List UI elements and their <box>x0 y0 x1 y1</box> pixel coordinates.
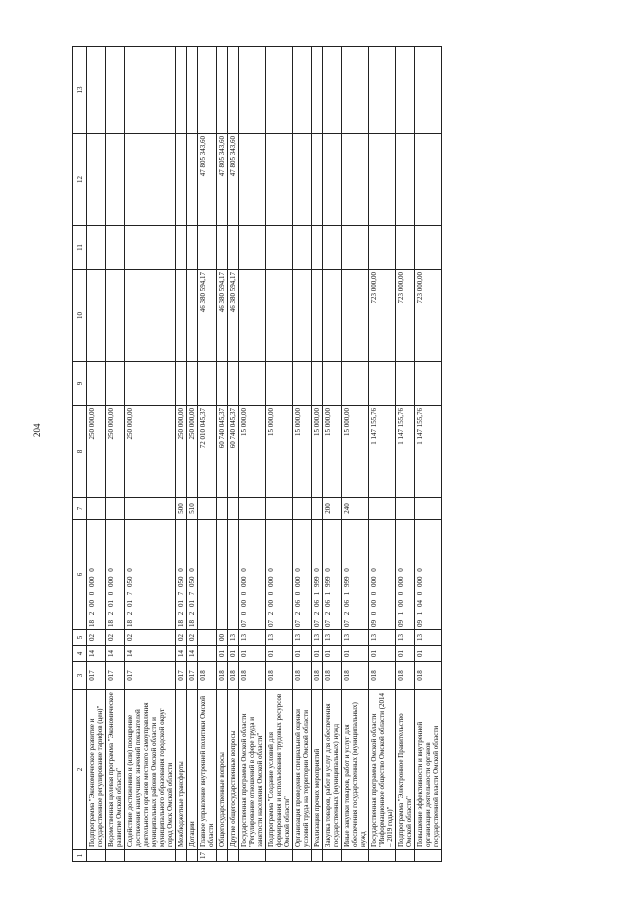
amount-col-10: 723 000,00 <box>415 270 442 362</box>
row-index <box>312 850 323 862</box>
section-code: 14 <box>106 646 125 662</box>
amount-col-13 <box>198 47 217 134</box>
amount-col-12 <box>266 134 293 226</box>
amount-col-11 <box>396 226 415 270</box>
row-index <box>293 850 312 862</box>
row-index <box>187 850 198 862</box>
amount-col-11 <box>176 226 187 270</box>
target-article-code: 07 0 00 0 000 0 <box>239 520 266 630</box>
amount-col-13 <box>125 47 176 134</box>
ministry-code: 018 <box>217 662 228 690</box>
column-header: 5 <box>73 630 87 646</box>
row-index <box>369 850 396 862</box>
amount-col-11 <box>369 226 396 270</box>
expense-type-code <box>125 498 176 520</box>
expense-type-code <box>228 498 239 520</box>
amount-col-10 <box>87 270 106 362</box>
amount-col-11 <box>293 226 312 270</box>
expense-type-code <box>312 498 323 520</box>
amount-col-10 <box>312 270 323 362</box>
amount-col-11 <box>228 226 239 270</box>
subsection-code: 02 <box>87 630 106 646</box>
amount-col-9 <box>293 362 312 406</box>
amount-col-8: 1 147 155,76 <box>415 406 442 498</box>
amount-col-9 <box>87 362 106 406</box>
amount-col-13 <box>312 47 323 134</box>
row-index <box>266 850 293 862</box>
column-header: 3 <box>73 662 87 690</box>
section-code: 14 <box>87 646 106 662</box>
row-description: Реализация прочих мероприятий <box>312 690 323 850</box>
column-header: 12 <box>73 134 87 226</box>
amount-col-12 <box>312 134 323 226</box>
expense-type-code <box>106 498 125 520</box>
amount-col-9 <box>176 362 187 406</box>
table-row <box>293 47 312 862</box>
amount-col-13 <box>415 47 442 134</box>
row-description: Дотации <box>187 690 198 850</box>
amount-col-8: 15 000,00 <box>266 406 293 498</box>
subsection-code: 02 <box>187 630 198 646</box>
expense-type-code <box>198 498 217 520</box>
amount-col-9 <box>187 362 198 406</box>
amount-col-12 <box>293 134 312 226</box>
table-body <box>87 47 442 862</box>
target-article-code: 18 2 01 7 050 0 <box>125 520 176 630</box>
budget-table <box>72 46 442 862</box>
ministry-code: 017 <box>187 662 198 690</box>
amount-col-13 <box>342 47 369 134</box>
section-code <box>198 646 217 662</box>
amount-col-10 <box>293 270 312 362</box>
amount-col-11 <box>415 226 442 270</box>
subsection-code: 13 <box>369 630 396 646</box>
amount-col-8: 15 000,00 <box>293 406 312 498</box>
amount-col-10 <box>176 270 187 362</box>
amount-col-8: 60 740 045,37 <box>228 406 239 498</box>
ministry-code: 018 <box>239 662 266 690</box>
amount-col-8: 1 147 155,76 <box>369 406 396 498</box>
table-row <box>415 47 442 862</box>
amount-col-9 <box>369 362 396 406</box>
row-description: Государственная программа Омской области "Регулирование отношений в сфере труда и занятости населения Омской области" <box>239 690 266 850</box>
table-row <box>312 47 323 862</box>
amount-col-8: 15 000,00 <box>323 406 342 498</box>
expense-type-code <box>239 498 266 520</box>
target-article-code: 07 2 06 1 999 0 <box>342 520 369 630</box>
ministry-code: 018 <box>369 662 396 690</box>
row-index <box>125 850 176 862</box>
amount-col-12: 47 805 343,60 <box>228 134 239 226</box>
column-header: 10 <box>73 270 87 362</box>
amount-col-13 <box>239 47 266 134</box>
amount-col-9 <box>312 362 323 406</box>
amount-col-12 <box>106 134 125 226</box>
amount-col-10 <box>323 270 342 362</box>
target-article-code <box>198 520 217 630</box>
target-article-code: 07 2 06 1 999 0 <box>312 520 323 630</box>
amount-col-8: 250 000,00 <box>106 406 125 498</box>
row-index <box>342 850 369 862</box>
ministry-code: 018 <box>198 662 217 690</box>
amount-col-9 <box>415 362 442 406</box>
ministry-code: 018 <box>342 662 369 690</box>
subsection-code: 13 <box>266 630 293 646</box>
amount-col-11 <box>312 226 323 270</box>
amount-col-10: 723 000,00 <box>396 270 415 362</box>
amount-col-8: 250 000,00 <box>176 406 187 498</box>
amount-col-11 <box>187 226 198 270</box>
amount-col-8: 72 010 045,37 <box>198 406 217 498</box>
amount-col-13 <box>396 47 415 134</box>
amount-col-13 <box>217 47 228 134</box>
subsection-code: 02 <box>176 630 187 646</box>
target-article-code: 07 2 06 0 000 0 <box>293 520 312 630</box>
expense-type-code: 500 <box>176 498 187 520</box>
column-header: 2 <box>73 690 87 850</box>
table-row <box>369 47 396 862</box>
target-article-code: 18 2 01 7 050 0 <box>187 520 198 630</box>
subsection-code: 13 <box>396 630 415 646</box>
table-row <box>125 47 176 862</box>
subsection-code: 13 <box>312 630 323 646</box>
row-description: Общегосударственные вопросы <box>217 690 228 850</box>
amount-col-13 <box>228 47 239 134</box>
target-article-code: 07 2 06 1 999 0 <box>323 520 342 630</box>
section-code: 01 <box>312 646 323 662</box>
target-article-code: 09 1 04 0 000 0 <box>415 520 442 630</box>
amount-col-9 <box>125 362 176 406</box>
amount-col-12 <box>396 134 415 226</box>
target-article-code: 07 2 00 0 000 0 <box>266 520 293 630</box>
table-row <box>323 47 342 862</box>
row-index <box>228 850 239 862</box>
amount-col-11 <box>266 226 293 270</box>
column-header: 11 <box>73 226 87 270</box>
subsection-code: 02 <box>106 630 125 646</box>
amount-col-10: 46 380 594,17 <box>198 270 217 362</box>
amount-col-9 <box>239 362 266 406</box>
column-header: 7 <box>73 498 87 520</box>
row-description: Межбюджетные трансферты <box>176 690 187 850</box>
row-description: Повышение эффективности и внутренней организации деятельности органов государственной власти Омской области <box>415 690 442 850</box>
ministry-code: 018 <box>323 662 342 690</box>
amount-col-10 <box>125 270 176 362</box>
amount-col-9 <box>396 362 415 406</box>
section-code: 01 <box>239 646 266 662</box>
table-row <box>239 47 266 862</box>
amount-col-9 <box>217 362 228 406</box>
amount-col-11 <box>198 226 217 270</box>
column-header: 6 <box>73 520 87 630</box>
expense-type-code <box>293 498 312 520</box>
row-description: Подпрограмма "Электронное Правительство Омской области" <box>396 690 415 850</box>
amount-col-10 <box>239 270 266 362</box>
row-description: Ведомственная целевая программа "Экономическое развитие Омской области" <box>106 690 125 850</box>
table-row <box>266 47 293 862</box>
expense-type-code <box>369 498 396 520</box>
subsection-code: 00 <box>217 630 228 646</box>
amount-col-12 <box>87 134 106 226</box>
amount-col-8: 250 000,00 <box>125 406 176 498</box>
amount-col-9 <box>342 362 369 406</box>
section-code: 14 <box>176 646 187 662</box>
expense-type-code: 200 <box>323 498 342 520</box>
section-code: 01 <box>323 646 342 662</box>
target-article-code <box>228 520 239 630</box>
ministry-code: 018 <box>312 662 323 690</box>
section-code: 01 <box>266 646 293 662</box>
column-header: 13 <box>73 47 87 134</box>
row-index <box>217 850 228 862</box>
ministry-code: 018 <box>396 662 415 690</box>
column-header: 9 <box>73 362 87 406</box>
section-code: 01 <box>415 646 442 662</box>
section-code: 01 <box>293 646 312 662</box>
section-code: 01 <box>228 646 239 662</box>
row-description: Закупка товаров, работ и услуг для обеспечения государственных (муниципальных) нужд <box>323 690 342 850</box>
amount-col-11 <box>342 226 369 270</box>
target-article-code: 09 1 00 0 000 0 <box>396 520 415 630</box>
amount-col-12 <box>323 134 342 226</box>
column-header: 1 <box>73 850 87 862</box>
amount-col-10: 46 380 594,17 <box>217 270 228 362</box>
amount-col-8: 15 000,00 <box>239 406 266 498</box>
row-description: Государственная программа Омской области "Информационное общество Омской области (2014 – 2019 годы)" <box>369 690 396 850</box>
amount-col-11 <box>239 226 266 270</box>
section-code: 01 <box>369 646 396 662</box>
table-row <box>228 47 239 862</box>
row-index <box>396 850 415 862</box>
expense-type-code: 510 <box>187 498 198 520</box>
subsection-code <box>198 630 217 646</box>
amount-col-9 <box>198 362 217 406</box>
amount-col-8: 250 000,00 <box>187 406 198 498</box>
amount-col-9 <box>228 362 239 406</box>
row-description: Другие общегосударственные вопросы <box>228 690 239 850</box>
amount-col-11 <box>87 226 106 270</box>
amount-col-11 <box>125 226 176 270</box>
row-index: 17 <box>198 850 217 862</box>
expense-type-code <box>217 498 228 520</box>
subsection-code: 13 <box>239 630 266 646</box>
target-article-code <box>217 520 228 630</box>
amount-col-13 <box>369 47 396 134</box>
target-article-code: 18 2 01 7 050 0 <box>176 520 187 630</box>
amount-col-12 <box>125 134 176 226</box>
amount-col-10 <box>106 270 125 362</box>
amount-col-10: 46 380 594,17 <box>228 270 239 362</box>
amount-col-13 <box>106 47 125 134</box>
amount-col-8: 15 000,00 <box>342 406 369 498</box>
column-header: 4 <box>73 646 87 662</box>
ministry-code: 018 <box>415 662 442 690</box>
expense-type-code <box>415 498 442 520</box>
header-row <box>73 47 87 862</box>
amount-col-10: 723 000,00 <box>369 270 396 362</box>
amount-col-13 <box>176 47 187 134</box>
section-code: 01 <box>396 646 415 662</box>
table-row <box>176 47 187 862</box>
amount-col-8: 60 740 045,37 <box>217 406 228 498</box>
ministry-code: 018 <box>228 662 239 690</box>
row-index <box>323 850 342 862</box>
row-description: Содействие достижению и (или) поощрение достижения наилучших значений показателей деятельности органов местного самоуправления муниципальных районов Омской области и муниципального образования городской округ город Омск Омской области <box>125 690 176 850</box>
amount-col-10 <box>342 270 369 362</box>
expense-type-code <box>87 498 106 520</box>
row-index <box>239 850 266 862</box>
amount-col-10 <box>187 270 198 362</box>
amount-col-13 <box>293 47 312 134</box>
section-code: 01 <box>342 646 369 662</box>
ministry-code: 018 <box>266 662 293 690</box>
amount-col-13 <box>266 47 293 134</box>
row-description: Главное управление внутренней политики Омской области <box>198 690 217 850</box>
amount-col-9 <box>323 362 342 406</box>
expense-type-code: 240 <box>342 498 369 520</box>
amount-col-13 <box>87 47 106 134</box>
row-description: Подпрограмма "Создание условий для формирования и использования трудовых ресурсов Омской области" <box>266 690 293 850</box>
amount-col-13 <box>323 47 342 134</box>
amount-col-11 <box>217 226 228 270</box>
amount-col-11 <box>106 226 125 270</box>
row-index <box>87 850 106 862</box>
amount-col-12: 47 805 343,60 <box>217 134 228 226</box>
ministry-code: 017 <box>106 662 125 690</box>
amount-col-8: 1 147 155,76 <box>396 406 415 498</box>
ministry-code: 017 <box>125 662 176 690</box>
subsection-code: 13 <box>293 630 312 646</box>
table-row <box>198 47 217 862</box>
target-article-code: 18 2 00 0 000 0 <box>87 520 106 630</box>
amount-col-8: 250 000,00 <box>87 406 106 498</box>
amount-col-12: 47 805 343,60 <box>198 134 217 226</box>
amount-col-12 <box>176 134 187 226</box>
subsection-code: 13 <box>342 630 369 646</box>
section-code: 01 <box>217 646 228 662</box>
subsection-code: 13 <box>415 630 442 646</box>
amount-col-12 <box>239 134 266 226</box>
expense-type-code <box>266 498 293 520</box>
table-row <box>106 47 125 862</box>
section-code: 14 <box>125 646 176 662</box>
row-index <box>176 850 187 862</box>
ministry-code: 018 <box>293 662 312 690</box>
row-index <box>415 850 442 862</box>
row-index <box>106 850 125 862</box>
target-article-code: 09 0 00 0 000 0 <box>369 520 396 630</box>
section-code: 14 <box>187 646 198 662</box>
subsection-code: 02 <box>125 630 176 646</box>
table-row <box>217 47 228 862</box>
table-row <box>342 47 369 862</box>
column-header: 8 <box>73 406 87 498</box>
target-article-code: 18 2 01 0 000 0 <box>106 520 125 630</box>
ministry-code: 017 <box>87 662 106 690</box>
amount-col-13 <box>187 47 198 134</box>
amount-col-11 <box>323 226 342 270</box>
amount-col-12 <box>187 134 198 226</box>
amount-col-8: 15 000,00 <box>312 406 323 498</box>
amount-col-12 <box>415 134 442 226</box>
row-description: Подпрограмма "Экономическое развитие и государственное регулирование тарифов (цен)" <box>87 690 106 850</box>
subsection-code: 13 <box>323 630 342 646</box>
page-number: 204 <box>32 423 42 437</box>
amount-col-9 <box>106 362 125 406</box>
amount-col-12 <box>342 134 369 226</box>
ministry-code: 017 <box>176 662 187 690</box>
row-description: Иные закупки товаров, работ и услуг для обеспечения государственных (муниципальных) нужд <box>342 690 369 850</box>
rotated-page <box>72 47 633 862</box>
expense-type-code <box>396 498 415 520</box>
row-description: Организация проведения специальной оценки условий труда на территории Омской области <box>293 690 312 850</box>
subsection-code: 13 <box>228 630 239 646</box>
table-row <box>396 47 415 862</box>
amount-col-12 <box>369 134 396 226</box>
table-row <box>87 47 106 862</box>
amount-col-10 <box>266 270 293 362</box>
amount-col-9 <box>266 362 293 406</box>
table-row <box>187 47 198 862</box>
